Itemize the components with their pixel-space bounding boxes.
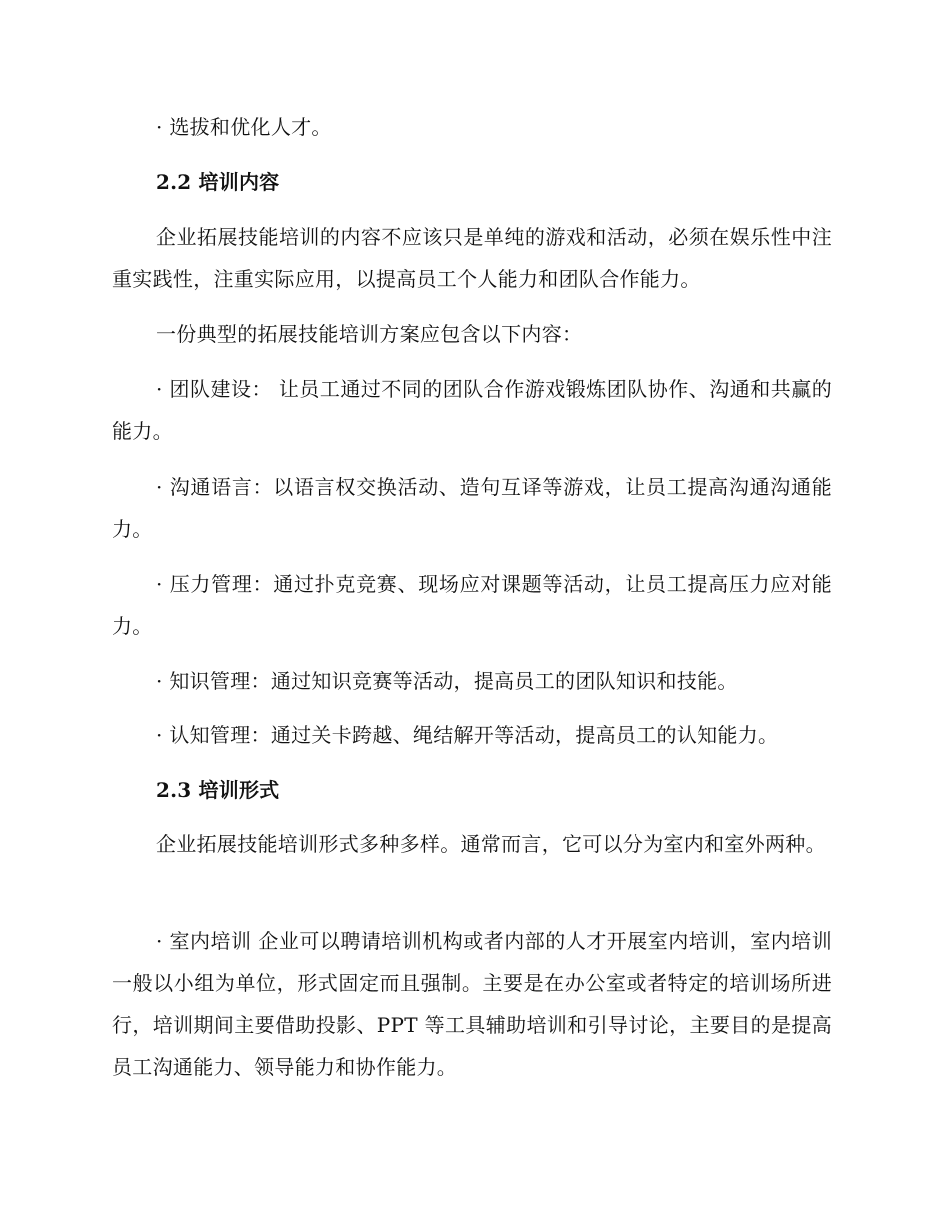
bullet-paragraph-cognitive-management: · 认知管理：通过关卡跨越、绳结解开等活动，提高员工的认知能力。 xyxy=(156,723,779,747)
paragraph-training-forms-intro: 企业拓展技能培训形式多种多样。通常而言，它可以分为室内和室外两种。 xyxy=(156,832,826,856)
bullet-paragraph-team-building: · 团队建设： 让员工通过不同的团队合作游戏锻炼团队协作、沟通和共赢的能力。 xyxy=(112,377,832,443)
section-heading-2-2: 2.2 培训内容 xyxy=(156,170,280,194)
bullet-paragraph-indoor-training: · 室内培训 企业可以聘请培训机构或者内部的人才开展室内培训，室内培训一般以小组为单位，形式固定而且强制。主要是在办公室或者特定的培训场所进行，培训期间主要借助投影、PPT 等工具辅助培训和引导讨论，主要目的是提高员工沟通能力、领导能力和协作能力。 xyxy=(112,929,832,1079)
paragraph-typical-plan: 一份典型的拓展技能培训方案应包含以下内容： xyxy=(156,322,583,346)
bullet-paragraph-communication: · 沟通语言：以语言权交换活动、造句互译等游戏，让员工提高沟通沟通能力。 xyxy=(112,475,832,541)
bullet-paragraph-stress-management: · 压力管理：通过扑克竞赛、现场应对课题等活动，让员工提高压力应对能力。 xyxy=(112,572,832,638)
paragraph-training-content-intro: 企业拓展技能培训的内容不应该只是单纯的游戏和活动，必须在娱乐性中注重实践性，注重实际应用，以提高员工个人能力和团队合作能力。 xyxy=(112,225,832,291)
bullet-paragraph-talent: · 选拔和优化人才。 xyxy=(156,115,332,139)
section-heading-2-3: 2.3 培训形式 xyxy=(156,778,280,802)
bullet-paragraph-knowledge-management: · 知识管理：通过知识竞赛等活动，提高员工的团队知识和技能。 xyxy=(156,669,738,693)
